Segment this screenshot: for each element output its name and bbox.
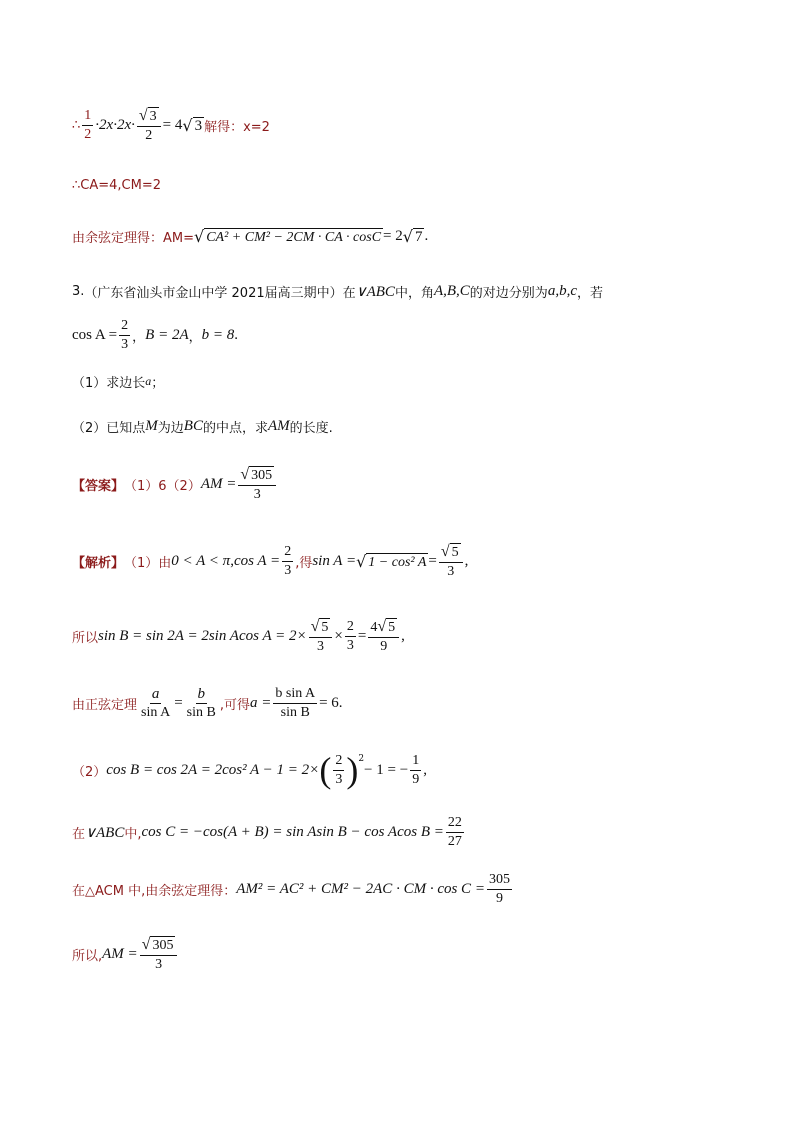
- cos-law-acm-line: 在△ACM 中,由余弦定理得： AM² = AC² + CM² − 2AC · CM · cos C = $\frac{305}{9}$: [72, 872, 510, 906]
- equation-line-1: [72, 107, 270, 144]
- fraction: $\frac{22}{27}$: [447, 815, 462, 849]
- sinB-line: 所以 sin B = sin 2A = 2sin Acos A = 2× √ 5 3 × $\frac{2}{3}$ = 4 √ 5 9 ,: [72, 618, 405, 654]
- question-source: （广东省汕头市金山中学 2021届高三期中）在: [84, 286, 356, 301]
- fraction: √ 305 3: [238, 466, 276, 503]
- sqrt: √ 1 − cos² A: [356, 551, 427, 571]
- fraction: √ 5 3: [439, 543, 463, 580]
- sqrt: √ CA² + CM² − 2CM · CA · cosC: [194, 226, 382, 246]
- question-3-part-2: （2）已知点 M 为边 BC 的中点，求 AM 的长度.: [72, 418, 333, 436]
- fraction: √ 5 3: [309, 618, 333, 655]
- fraction: $\frac{1}{2}$: [84, 108, 92, 142]
- analysis-line: 【解析】 （1）由 0 < A < π , cos A = $\frac{2}{3}$ ,得 sin A = √ 1 − cos² A = √ 5 3 ,: [72, 543, 469, 579]
- fraction: 4 √ 5 9: [368, 618, 399, 655]
- expression: = 4: [162, 117, 183, 133]
- cosB-line: （2） cos B = cos 2A = 2cos² A − 1 = 2× ( $\frac{2}{3}$ ) $^2$ − 1 = − $\frac{1}{9}$ ,: [72, 750, 427, 790]
- result-text: 解得：x=2: [204, 120, 270, 135]
- therefore-symbol: ∴: [72, 118, 81, 133]
- final-answer-line: 所以, AM = √ 305 3: [72, 936, 179, 973]
- expression: ·2x·2x·: [95, 117, 135, 133]
- cosC-line: 在 ∨ABC 中, cos C = −cos(A + B) = sin Asin B − cos Acos B = $\frac{22}{27}$: [72, 815, 462, 849]
- answer-line: 【答案】 （1）6（2） AM = √ 305 3: [72, 466, 278, 503]
- expression: = 2: [383, 228, 403, 244]
- analysis-label: 【解析】: [72, 556, 125, 571]
- fraction: $\frac{1}{9}$: [412, 752, 420, 787]
- fraction: $\frac{2}{3}$: [335, 752, 343, 787]
- sqrt: √ 7: [402, 226, 423, 246]
- fraction: $\frac{2}{3}$: [121, 318, 129, 352]
- label-text: 由余弦定理得：AM=: [72, 231, 195, 246]
- result-text: ∴CA=4,CM=2: [72, 178, 161, 193]
- fraction: $\frac{b}{\text{sin B}}$: [186, 686, 216, 720]
- fraction: √ 3 2: [137, 107, 161, 144]
- equation-line-3: 由余弦定理得：AM= √ CA² + CM² − 2CM · CA · cosC = 2 √ 7 .: [72, 226, 429, 246]
- law-of-sines-line: 由正弦定理 $\frac{a}{\text{sin A}}$ = $\frac{b}{\text{sin B}}$ ,可得 a = $\frac{\text{b sin A}}{\text{sin B}}$ = 6 .: [72, 686, 343, 720]
- fraction: $\frac{2}{3}$: [346, 619, 354, 653]
- equation-line-2: [72, 178, 161, 193]
- fraction: $\frac{2}{3}$: [284, 544, 292, 578]
- fraction: $\frac{305}{9}$: [488, 872, 510, 906]
- question-3-part-1: （1）求边长 a ；: [72, 374, 165, 391]
- fraction: √ 305 3: [140, 936, 178, 973]
- answer-label: 【答案】: [72, 479, 125, 494]
- fraction: $\frac{a}{\text{sin A}}$: [141, 686, 171, 720]
- fraction: $\frac{\text{b sin A}}{\text{sin B}}$: [275, 686, 316, 720]
- sqrt: √ 3: [182, 115, 203, 135]
- question-3-conditions: cos A = $\frac{2}{3}$ ， B = 2A ， b = 8 .: [72, 318, 238, 352]
- question-3-header: 3. （广东省汕头市金山中学 2021届高三期中）在 ∨ABC 中，角 A,B,C 的对边分别为 a,b,c ，若: [72, 283, 603, 301]
